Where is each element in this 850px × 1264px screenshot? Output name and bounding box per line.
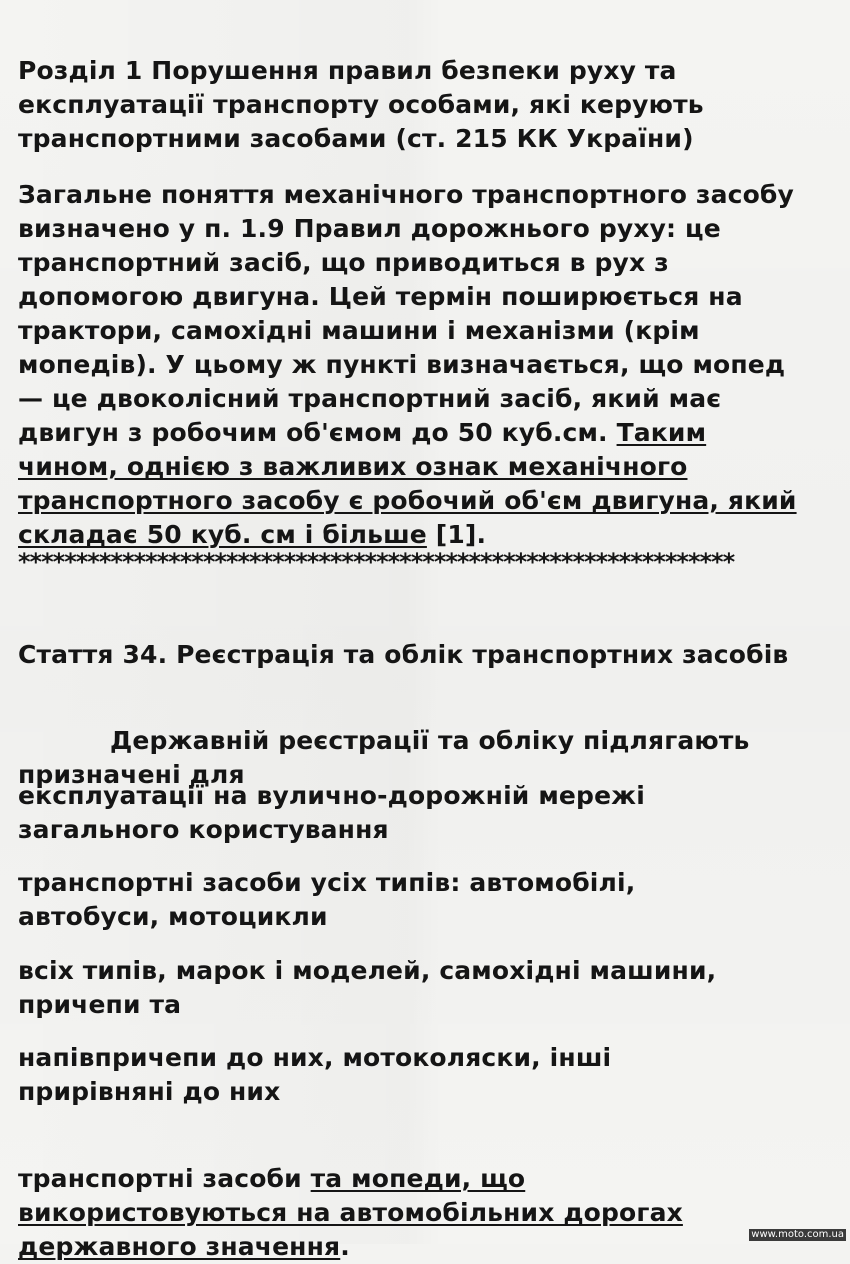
article-line-1 [18,690,833,792]
definition-paragraph-plain: Загальне поняття механічного транспортного засобу визначено у п. 1.9 Правил дорожнього руху: це транспортний засіб, що приводиться в рух з допомогою двигуна. Цей термін поширюється на трактори, самохідні машини і механізми (крім мопедів). У цьому ж пункті визначається, що мопед — це двоколісний транспортний засіб, який має двигун з робочим об'ємом до 50 куб.см. [18,180,794,447]
article-line-5: напівпричепи до них, мотоколяски, інші прирівняні до них [18,1043,612,1106]
article-line-4: всіх типів, марок і моделей, самохідні машини, причепи та [18,956,717,1019]
definition-paragraph-underlined: Таким чином, однією з важливих ознак механічного транспортного засобу є робочий об'єм двигуна, який складає 50 куб. см і більше [18,418,797,549]
definition-paragraph [18,144,833,552]
article-line-1-text: Державній реєстрації та обліку підлягають призначені для [18,726,750,789]
article-line-6-underlined: та мопеди, що використовуються на автомобільних дорогах державного значення [18,1164,683,1261]
article-line-6 [18,1128,833,1264]
section-title-text: Розділ 1 Порушення правил безпеки руху та експлуатації транспорту особами, які керують транспортними засобами (ст. 215 КК України) [18,56,704,153]
article-line-6-end: . [340,1232,350,1261]
definition-paragraph-reference: [1]. [426,520,487,549]
article-line-2: експлуатації на вулично-дорожній мережі загального користування [18,781,645,844]
watermark-label: www.moto.com.ua [751,1229,844,1240]
article-title: Стаття 34. Реєстрація та облік транспортних засобів [18,640,789,669]
separator-stars: ************************************************************** [18,548,735,576]
article-line-6-plain: транспортні засоби [18,1164,311,1193]
section-title [18,20,833,156]
article-line-3: транспортні засоби усіх типів: автомобілі, автобуси, мотоцикли [18,868,636,931]
